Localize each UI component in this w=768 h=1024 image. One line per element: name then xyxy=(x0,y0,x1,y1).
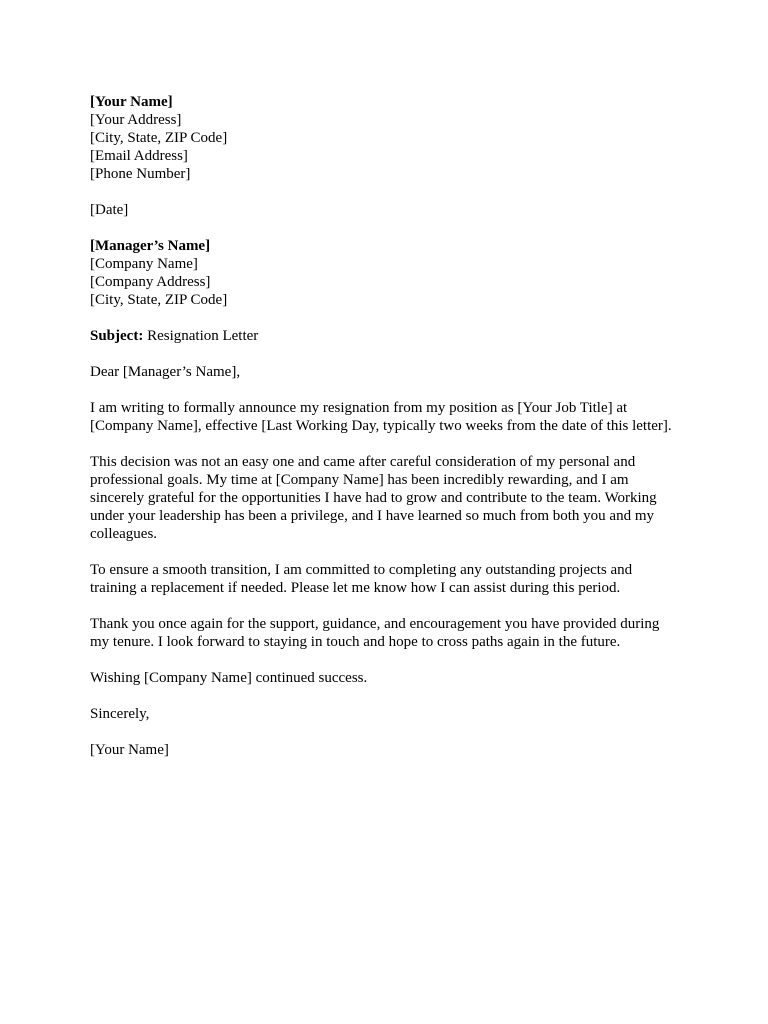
recipient-city-state-zip: [City, State, ZIP Code] xyxy=(90,292,228,308)
letter-page xyxy=(90,93,690,759)
paragraph-line: This decision was not an easy one and came after careful consideration of my personal and xyxy=(90,454,636,470)
signature-block xyxy=(90,741,690,759)
paragraph-line: under your leadership has been a privilege, and I have learned so much from both you and my xyxy=(90,508,654,524)
sender-name: [Your Name] xyxy=(90,94,173,110)
paragraph-line: professional goals. My time at [Company Name] has been incredibly rewarding, and I am xyxy=(90,472,629,488)
subject-text: Resignation Letter xyxy=(143,328,259,344)
paragraph-5 xyxy=(90,669,690,687)
paragraph-line: Wishing [Company Name] continued success. xyxy=(90,670,368,686)
paragraph-line: colleagues. xyxy=(90,526,158,542)
paragraph-line: my tenure. I look forward to staying in touch and hope to cross paths again in the future. xyxy=(90,634,621,650)
paragraph-line: I am writing to formally announce my resignation from my position as [Your Job Title] at xyxy=(90,400,628,416)
salutation: Dear [Manager’s Name], xyxy=(90,364,241,380)
date-block xyxy=(90,201,690,219)
closing: Sincerely, xyxy=(90,706,150,722)
sender-phone: [Phone Number] xyxy=(90,166,191,182)
recipient-block xyxy=(90,237,690,309)
recipient-address: [Company Address] xyxy=(90,274,211,290)
paragraph-line: Thank you once again for the support, guidance, and encouragement you have provided during xyxy=(90,616,660,632)
salutation-block xyxy=(90,363,690,381)
paragraph-2 xyxy=(90,453,690,543)
paragraph-line: To ensure a smooth transition, I am committed to completing any outstanding projects and xyxy=(90,562,633,578)
paragraph-4 xyxy=(90,615,690,651)
subject-line xyxy=(90,327,690,345)
recipient-company: [Company Name] xyxy=(90,256,198,272)
paragraph-line: sincerely grateful for the opportunities I have had to grow and contribute to the team. Working xyxy=(90,490,657,506)
paragraph-line: training a replacement if needed. Please let me know how I can assist during this period. xyxy=(90,580,621,596)
paragraph-1 xyxy=(90,399,690,435)
closing-block xyxy=(90,705,690,723)
paragraph-3 xyxy=(90,561,690,597)
recipient-name: [Manager’s Name] xyxy=(90,238,211,254)
paragraph-line: [Company Name], effective [Last Working Day, typically two weeks from the date of this letter]. xyxy=(90,418,672,434)
letter-date: [Date] xyxy=(90,202,129,218)
sender-address: [Your Address] xyxy=(90,112,182,128)
sender-email: [Email Address] xyxy=(90,148,188,164)
sender-block xyxy=(90,93,690,183)
signature-name: [Your Name] xyxy=(90,742,169,758)
subject-label: Subject: xyxy=(90,328,144,344)
sender-city-state-zip: [City, State, ZIP Code] xyxy=(90,130,228,146)
